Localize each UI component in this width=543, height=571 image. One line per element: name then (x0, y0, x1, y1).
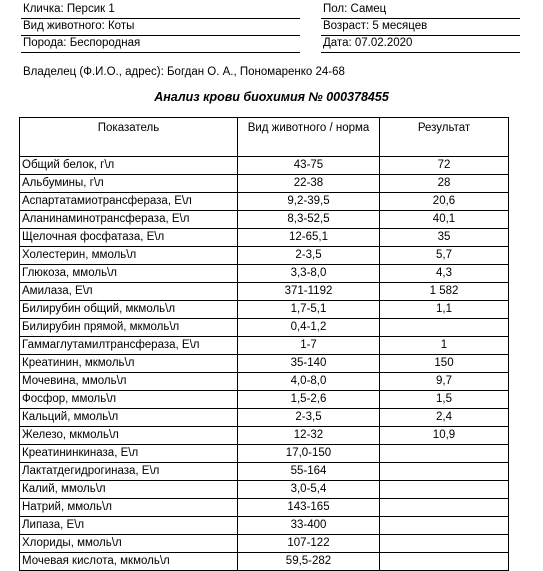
nickname-field: Кличка: Персик 1 (23, 3, 115, 15)
norm-cell: 143-165 (238, 499, 380, 517)
table-row (20, 193, 509, 211)
norm-cell: 2-3,5 (238, 409, 380, 427)
parameter-cell: Липаза, Е\л (20, 517, 238, 535)
norm-cell: 43-75 (238, 157, 380, 175)
parameter-cell: Билирубин общий, мкмоль\л (20, 301, 238, 319)
result-cell: 1 582 (380, 283, 509, 301)
parameter-cell: Креатининкиназа, Е\л (20, 445, 238, 463)
norm-cell: 371-1192 (238, 283, 380, 301)
norm-cell: 12-32 (238, 427, 380, 445)
result-cell: 4,3 (380, 265, 509, 283)
parameter-cell: Натрий, ммоль\л (20, 499, 238, 517)
table-row (20, 373, 509, 391)
result-cell (380, 481, 509, 499)
result-cell: 1,5 (380, 391, 509, 409)
parameter-cell: Аланинаминотрансфераза, Е\л (20, 211, 238, 229)
parameter-cell: Мочевая кислота, мкмоль\л (20, 553, 238, 571)
table-row (20, 427, 509, 445)
table-row (20, 283, 509, 301)
table-row (20, 157, 509, 175)
table-row (20, 481, 509, 499)
parameter-cell: Фосфор, ммоль\л (20, 391, 238, 409)
column-header-norm: Вид животного / норма (238, 118, 380, 157)
result-cell (380, 319, 509, 337)
table-row (20, 337, 509, 355)
table-row (20, 409, 509, 427)
table-row (20, 229, 509, 247)
parameter-cell: Холестерин, ммоль\л (20, 247, 238, 265)
column-header-result: Результат (380, 118, 509, 157)
parameter-cell: Хлориды, ммоль\л (20, 535, 238, 553)
table-row (20, 517, 509, 535)
parameter-cell: Креатинин, мкмоль\л (20, 355, 238, 373)
norm-cell: 1,7-5,1 (238, 301, 380, 319)
table-row (20, 175, 509, 193)
parameter-cell: Альбумины, г\л (20, 175, 238, 193)
table-row (20, 445, 509, 463)
norm-cell: 1,5-2,6 (238, 391, 380, 409)
species-field: Вид животного: Коты (23, 20, 135, 32)
table-row (20, 211, 509, 229)
breed-underline (21, 52, 300, 53)
age-field: Возраст: 5 месяцев (323, 20, 428, 32)
sex-field: Пол: Самец (323, 3, 387, 15)
norm-cell: 3,3-8,0 (238, 265, 380, 283)
parameter-cell: Общий белок, г\л (20, 157, 238, 175)
parameter-cell: Мочевина, ммоль\л (20, 373, 238, 391)
result-cell: 1,1 (380, 301, 509, 319)
norm-cell: 22-38 (238, 175, 380, 193)
parameter-cell: Калий, ммоль\л (20, 481, 238, 499)
norm-cell: 3,0-5,4 (238, 481, 380, 499)
table-row (20, 265, 509, 283)
column-header-parameter: Показатель (20, 118, 238, 157)
norm-cell: 17,0-150 (238, 445, 380, 463)
result-cell: 35 (380, 229, 509, 247)
parameter-cell: Лактатдегидрогиназа, Е\л (20, 463, 238, 481)
owner-field: Владелец (Ф.И.О., адрес): Богдан О. А., Пономаренко 24-68 (23, 66, 345, 78)
result-cell: 40,1 (380, 211, 509, 229)
table-row (20, 499, 509, 517)
table-row (20, 301, 509, 319)
result-cell: 72 (380, 157, 509, 175)
norm-cell: 107-122 (238, 535, 380, 553)
result-cell: 150 (380, 355, 509, 373)
breed-field: Порода: Беспородная (23, 37, 141, 49)
norm-cell: 4,0-8,0 (238, 373, 380, 391)
table-row (20, 553, 509, 571)
norm-cell: 8,3-52,5 (238, 211, 380, 229)
table-row (20, 319, 509, 337)
norm-cell: 12-65,1 (238, 229, 380, 247)
result-cell: 9,7 (380, 373, 509, 391)
date-underline (321, 52, 520, 53)
table-row (20, 247, 509, 265)
norm-cell: 33-400 (238, 517, 380, 535)
date-field: Дата: 07.02.2020 (323, 37, 413, 49)
parameter-cell: Щелочная фосфатаза, Е\л (20, 229, 238, 247)
result-cell (380, 553, 509, 571)
result-cell (380, 463, 509, 481)
results-table (19, 117, 509, 571)
table-row (20, 355, 509, 373)
table-header-row (20, 118, 509, 157)
result-cell (380, 535, 509, 553)
parameter-cell: Железо, мкмоль\л (20, 427, 238, 445)
table-row (20, 391, 509, 409)
result-cell (380, 445, 509, 463)
parameter-cell: Амилаза, Е\л (20, 283, 238, 301)
parameter-cell: Гаммаглутамилтрансфераза, Е\л (20, 337, 238, 355)
parameter-cell: Глюкоза, ммоль\л (20, 265, 238, 283)
parameter-cell: Аспартатамиотрансфераза, Е\л (20, 193, 238, 211)
table-row (20, 463, 509, 481)
norm-cell: 0,4-1,2 (238, 319, 380, 337)
result-cell: 20,6 (380, 193, 509, 211)
result-cell (380, 499, 509, 517)
norm-cell: 35-140 (238, 355, 380, 373)
norm-cell: 59,5-282 (238, 553, 380, 571)
result-cell: 1 (380, 337, 509, 355)
parameter-cell: Билирубин прямой, мкмоль\л (20, 319, 238, 337)
norm-cell: 2-3,5 (238, 247, 380, 265)
result-cell: 28 (380, 175, 509, 193)
result-cell: 10,9 (380, 427, 509, 445)
result-cell: 5,7 (380, 247, 509, 265)
norm-cell: 9,2-39,5 (238, 193, 380, 211)
norm-cell: 1-7 (238, 337, 380, 355)
norm-cell: 55-164 (238, 463, 380, 481)
result-cell: 2,4 (380, 409, 509, 427)
parameter-cell: Кальций, ммоль\л (20, 409, 238, 427)
report-title: Анализ крови биохимия № 000378455 (154, 90, 389, 104)
result-cell (380, 517, 509, 535)
table-row (20, 535, 509, 553)
